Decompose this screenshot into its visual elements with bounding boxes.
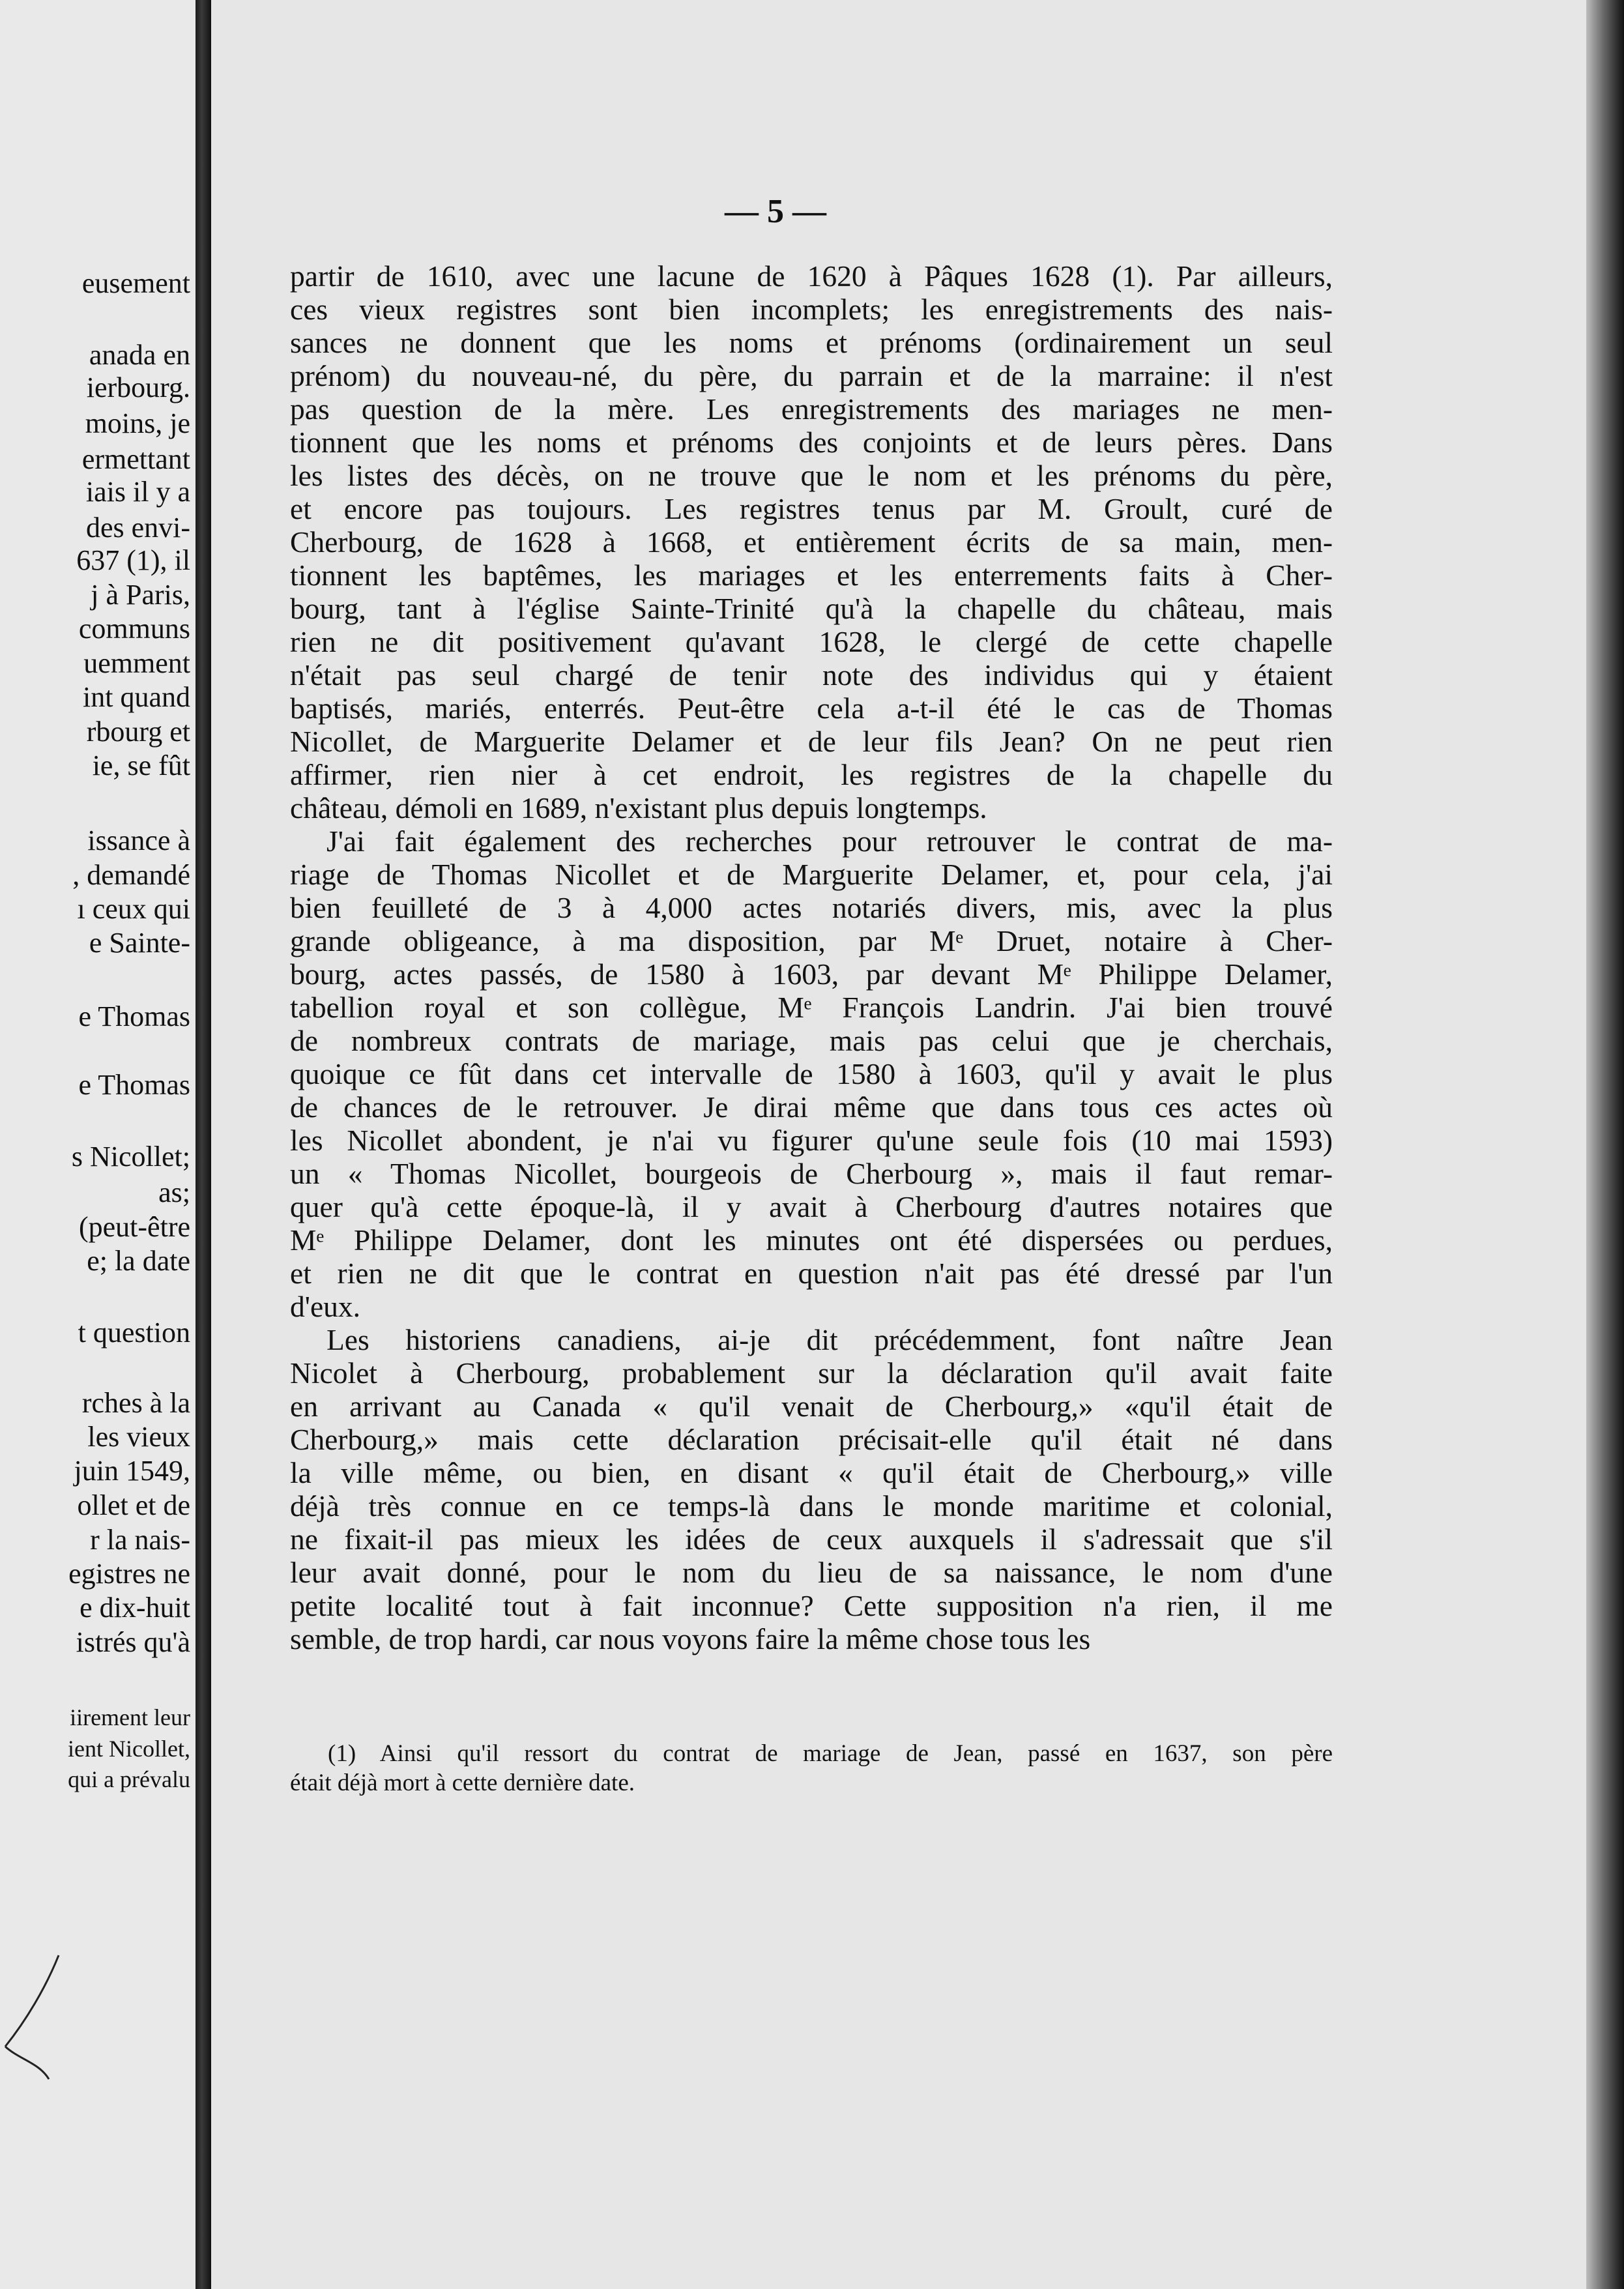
facing-page-line: des envi- [85, 512, 190, 544]
footnote-line: (1) Ainsi qu'il ressort du contrat de mariage de Jean, passé en 1637, son père [328, 1740, 1333, 1767]
body-text [290, 259, 1333, 1655]
text-line: d'eux. [290, 1290, 361, 1323]
facing-page-line: issance à [87, 824, 190, 856]
facing-page-line: les vieux [87, 1421, 190, 1453]
facing-page-line: r la nais- [90, 1524, 190, 1556]
text-line: en arrivant au Canada « qu'il venait de Cherbourg,» «qu'il était de [290, 1390, 1333, 1423]
facing-page-line: e dix-huit [80, 1592, 190, 1624]
page-number: — 5 — [725, 193, 826, 230]
facing-page-line: moins, je [85, 407, 190, 439]
text-line: bourg, actes passés, de 1580 à 1603, par devant Mᵉ Philippe Delamer, [290, 957, 1333, 991]
facing-page-line: s Nicollet; [71, 1141, 190, 1173]
text-line: partir de 1610, avec une lacune de 1620 à Pâques 1628 (1). Par ailleurs, [290, 259, 1333, 293]
text-line: Cherbourg,» mais cette déclaration précisait-elle qu'il était né dans [290, 1423, 1333, 1456]
text-line: de nombreux contrats de mariage, mais pas celui que je cherchais, [290, 1024, 1333, 1057]
text-line: Nicollet, de Marguerite Delamer et de leur fils Jean? On ne peut rien [290, 725, 1333, 758]
facing-page-line: e Thomas [78, 1069, 190, 1101]
text-line: Mᵉ Philippe Delamer, dont les minutes ont été dispersées ou perdues, [290, 1223, 1333, 1257]
text-line: riage de Thomas Nicollet et de Marguerite Delamer, et, pour cela, j'ai [290, 858, 1333, 891]
text-line: les Nicollet abondent, je n'ai vu figurer qu'une seule fois (10 mai 1593) [290, 1124, 1333, 1157]
facing-page-line: rbourg et [86, 716, 190, 748]
text-line: affirmer, rien nier à cet endroit, les registres de la chapelle du [290, 758, 1333, 791]
text-line: château, démoli en 1689, n'existant plus depuis longtemps. [290, 791, 987, 824]
paragraph [290, 824, 1333, 1323]
text-line: ces vieux registres sont bien incomplets; les enregistrements des nais- [290, 293, 1333, 326]
facing-page-line: ı ceux qui [77, 893, 190, 925]
text-line: et rien ne dit que le contrat en question n'ait pas été dressé par l'un [290, 1257, 1333, 1290]
facing-page-line: int quand [83, 681, 190, 713]
facing-page-line: eusement [81, 267, 190, 299]
pencil-mark [0, 1949, 78, 2092]
facing-page-line: e Thomas [78, 1000, 190, 1032]
facing-page-line: e; la date [87, 1245, 190, 1277]
facing-page-line: istrés qu'à [76, 1626, 190, 1658]
text-line: semble, de trop hardi, car nous voyons faire la même chose tous les [290, 1622, 1091, 1655]
facing-page-strip [0, 0, 196, 2289]
text-line: baptisés, mariés, enterrés. Peut-être cela a-t-il été le cas de Thomas [290, 692, 1333, 725]
text-line: prénom) du nouveau-né, du père, du parrain et de la marraine: il n'est [290, 359, 1333, 392]
footnote-line: était déjà mort à cette dernière date. [290, 1770, 635, 1796]
facing-page-line: as; [158, 1176, 190, 1208]
text-line: Cherbourg, de 1628 à 1668, et entièrement écrits de sa main, men- [290, 525, 1333, 559]
facing-page-line: juin 1549, [74, 1455, 190, 1487]
text-line: tionnent que les noms et prénoms des conjoints et de leurs pères. Dans [290, 426, 1333, 459]
text-line: quoique ce fût dans cet intervalle de 1580 à 1603, qu'il y avait le plus [290, 1057, 1333, 1090]
text-line: rien ne dit positivement qu'avant 1628, le clergé de cette chapelle [290, 625, 1333, 658]
text-line: bien feuilleté de 3 à 4,000 actes notariés divers, mis, avec la plus [290, 891, 1333, 924]
facing-page-line: ient Nicollet, [68, 1736, 190, 1762]
text-line: Nicolet à Cherbourg, probablement sur la déclaration qu'il avait faite [290, 1356, 1333, 1390]
facing-page-line: egistres ne [68, 1558, 190, 1590]
facing-page-line: ermettant [81, 443, 190, 475]
text-line: la ville même, ou bien, en disant « qu'il était de Cherbourg,» ville [290, 1456, 1333, 1489]
facing-page-line: communs [78, 613, 190, 645]
facing-page-line: 637 (1), il [76, 544, 190, 576]
text-line: petite localité tout à fait inconnue? Cette supposition n'a rien, il me [290, 1589, 1333, 1622]
footnote [290, 1739, 1333, 1798]
text-line: et encore pas toujours. Les registres tenus par M. Groult, curé de [290, 492, 1333, 525]
text-line: grande obligeance, à ma disposition, par Mᵉ Druet, notaire à Cher- [290, 924, 1333, 957]
text-line: Les historiens canadiens, ai-je dit précédemment, font naître Jean [326, 1323, 1333, 1356]
text-line: sances ne donnent que les noms et prénoms (ordinairement un seul [290, 326, 1333, 359]
facing-page-line: , demandé [72, 859, 190, 891]
facing-page-line: qui a prévalu [68, 1766, 190, 1792]
facing-page-line: ollet et de [77, 1489, 190, 1521]
text-line: pas question de la mère. Les enregistrements des mariages ne men- [290, 392, 1333, 426]
facing-page-line: j à Paris, [91, 579, 190, 611]
facing-page-text [0, 0, 196, 2289]
page-edge [1586, 0, 1624, 2289]
text-line: bourg, tant à l'église Sainte-Trinité qu'à la chapelle du château, mais [290, 592, 1333, 625]
text-line: leur avait donné, pour le nom du lieu de sa naissance, le nom d'une [290, 1556, 1333, 1589]
text-line: déjà très connue en ce temps-là dans le monde maritime et colonial, [290, 1489, 1333, 1523]
text-line: un « Thomas Nicollet, bourgeois de Cherbourg », mais il faut remar- [290, 1157, 1333, 1190]
facing-page-line: ierbourg. [86, 372, 190, 403]
facing-page-line: uemment [83, 647, 190, 679]
book-gutter [196, 0, 211, 2289]
text-line: tabellion royal et son collègue, Mᵉ François Landrin. J'ai bien trouvé [290, 991, 1333, 1024]
facing-page-line: iais il y a [85, 476, 190, 508]
facing-page-line: rches à la [81, 1387, 190, 1419]
text-line: n'était pas seul chargé de tenir note des individus qui y étaient [290, 658, 1333, 692]
text-line: ne fixait-il pas mieux les idées de ceux auxquels il s'adressait que s'il [290, 1523, 1333, 1556]
text-line: quer qu'à cette époque-là, il y avait à Cherbourg d'autres notaires que [290, 1190, 1333, 1223]
paragraph [290, 1323, 1333, 1655]
text-line: les listes des décès, on ne trouve que le nom et les prénoms du père, [290, 459, 1333, 492]
text-line: tionnent les baptêmes, les mariages et les enterrements faits à Cher- [290, 559, 1333, 592]
paragraph [290, 259, 1333, 824]
facing-page-line: e Sainte- [89, 927, 190, 959]
facing-page-line: t question [78, 1317, 190, 1349]
text-line: J'ai fait également des recherches pour retrouver le contrat de ma- [326, 824, 1333, 858]
text-line: de chances de le retrouver. Je dirai même que dans tous ces actes où [290, 1090, 1333, 1124]
facing-page-line: ie, se fût [92, 750, 190, 781]
facing-page-line: iirement leur [70, 1704, 190, 1730]
facing-page-line: anada en [89, 339, 190, 371]
facing-page-line: (peut-être [79, 1211, 190, 1243]
